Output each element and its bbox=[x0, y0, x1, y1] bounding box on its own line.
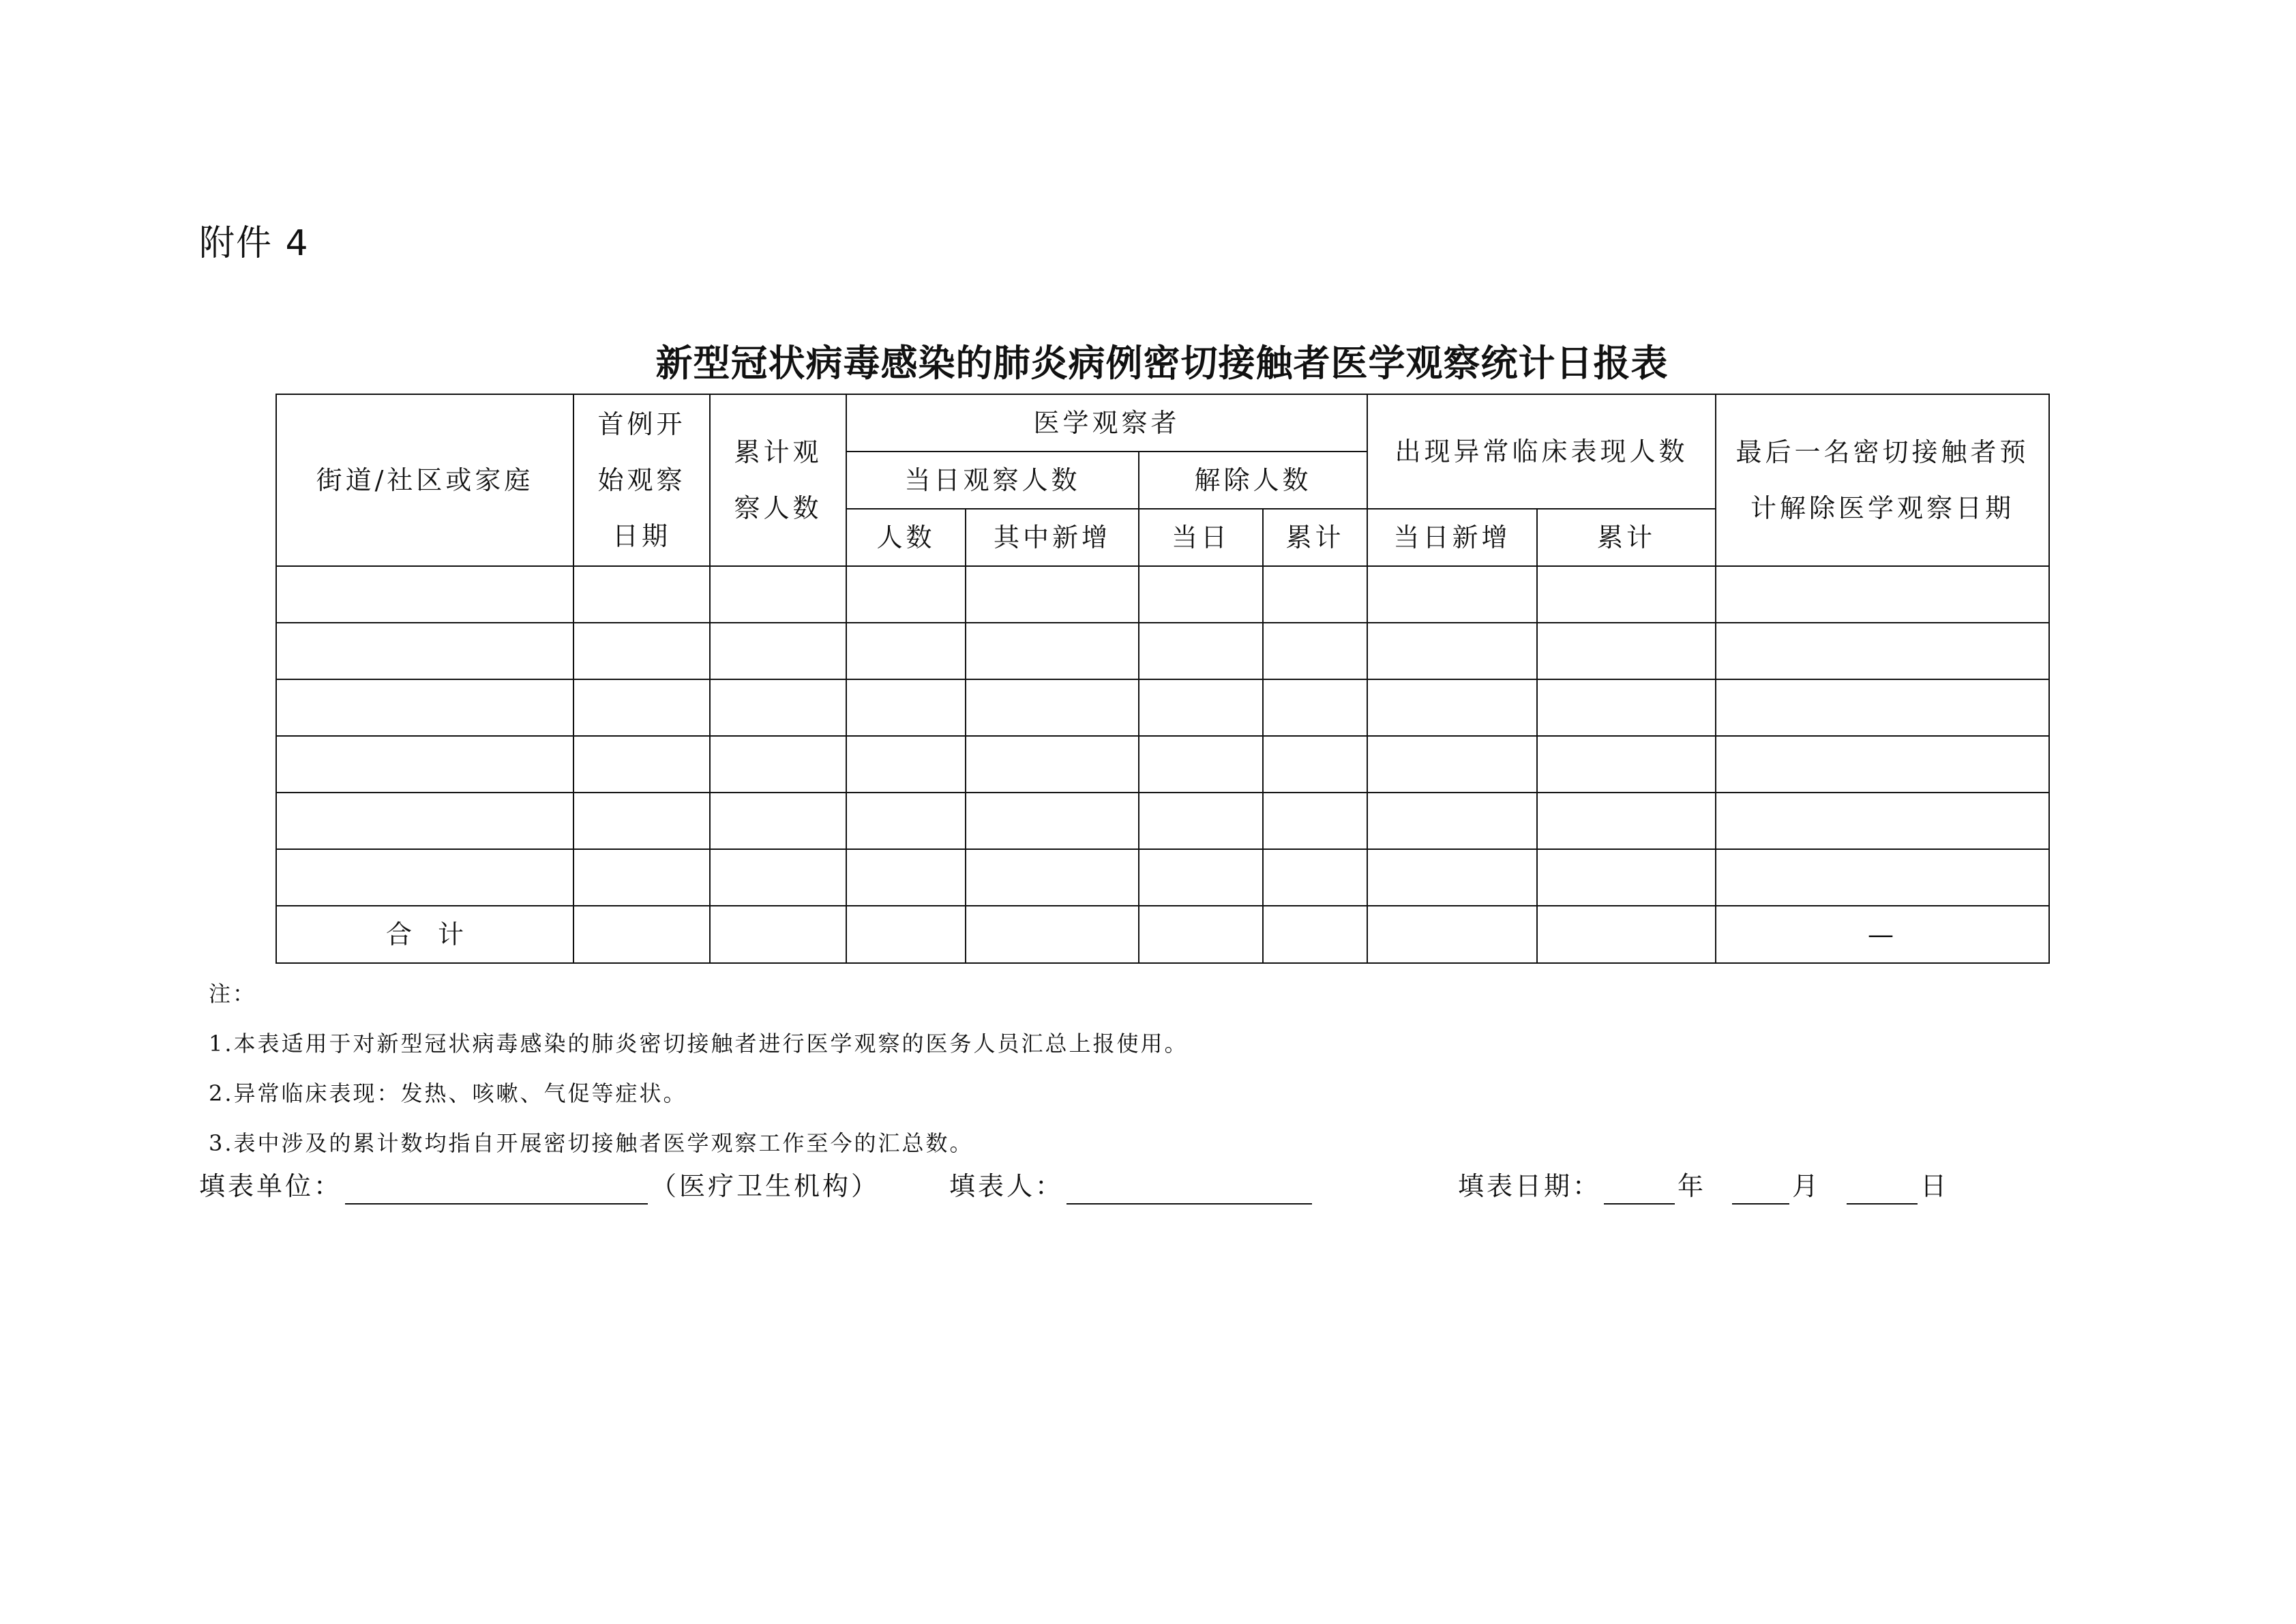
table-cell[interactable] bbox=[710, 623, 846, 679]
table-cell[interactable] bbox=[1537, 566, 1716, 623]
document-title: 新型冠状病毒感染的肺炎病例密切接触者医学观察统计日报表 bbox=[655, 342, 1669, 385]
header-cumulative: 累计 bbox=[1263, 509, 1367, 566]
header-cumulative-observed: 累计观察人数 bbox=[710, 394, 846, 566]
attachment-label: 附件 4 bbox=[199, 223, 310, 264]
table-cell[interactable] bbox=[276, 736, 573, 793]
filling-unit-suffix: （医疗卫生机构） bbox=[651, 1171, 880, 1201]
table-cell[interactable] bbox=[710, 736, 846, 793]
table-cell[interactable] bbox=[573, 736, 710, 793]
table-cell[interactable] bbox=[1367, 623, 1537, 679]
table-cell[interactable] bbox=[846, 679, 966, 736]
year-blank[interactable] bbox=[1604, 1173, 1675, 1205]
header-abnormal-daily-new: 当日新增 bbox=[1367, 509, 1537, 566]
table-cell[interactable] bbox=[1139, 793, 1263, 849]
day-blank[interactable] bbox=[1847, 1173, 1918, 1205]
filling-unit-blank[interactable] bbox=[345, 1173, 648, 1205]
table-cell[interactable] bbox=[1263, 736, 1367, 793]
table-cell[interactable] bbox=[573, 849, 710, 906]
table-cell[interactable] bbox=[846, 793, 966, 849]
fill-date-label: 填表日期： bbox=[1458, 1171, 1602, 1201]
table-row bbox=[276, 736, 2049, 793]
table-cell[interactable] bbox=[1716, 793, 2049, 849]
table-cell[interactable] bbox=[1716, 849, 2049, 906]
table-cell[interactable] bbox=[1263, 849, 1367, 906]
table-cell[interactable] bbox=[276, 849, 573, 906]
header-abnormal-cumulative: 累计 bbox=[1537, 509, 1716, 566]
table-cell[interactable] bbox=[1367, 793, 1537, 849]
table-cell[interactable] bbox=[710, 793, 846, 849]
table-cell[interactable] bbox=[1716, 736, 2049, 793]
table-cell[interactable] bbox=[846, 623, 966, 679]
table-cell[interactable] bbox=[1537, 906, 1716, 963]
table-cell[interactable] bbox=[966, 679, 1139, 736]
table-cell[interactable] bbox=[966, 623, 1139, 679]
table-cell[interactable] bbox=[1537, 793, 1716, 849]
table-cell[interactable] bbox=[1537, 679, 1716, 736]
table-cell[interactable] bbox=[966, 793, 1139, 849]
note-item-1: 1.本表适用于对新型冠状病毒感染的肺炎密切接触者进行医学观察的医务人员汇总上报使用。 bbox=[209, 1031, 1189, 1057]
header-released: 解除人数 bbox=[1139, 452, 1367, 509]
table-cell[interactable] bbox=[846, 566, 966, 623]
table-row bbox=[276, 679, 2049, 736]
table-cell[interactable] bbox=[846, 906, 966, 963]
filling-unit-group bbox=[199, 1168, 880, 1205]
table-cell[interactable] bbox=[1139, 566, 1263, 623]
table-cell[interactable] bbox=[573, 679, 710, 736]
table-row bbox=[276, 793, 2049, 849]
year-label: 年 bbox=[1678, 1171, 1707, 1201]
table-cell[interactable] bbox=[1716, 623, 2049, 679]
filler-group bbox=[949, 1168, 1315, 1205]
table-cell[interactable] bbox=[276, 566, 573, 623]
table-cell[interactable] bbox=[1263, 566, 1367, 623]
table-cell[interactable] bbox=[276, 623, 573, 679]
header-of-which-new: 其中新增 bbox=[966, 509, 1139, 566]
table-cell[interactable] bbox=[1139, 623, 1263, 679]
total-row bbox=[276, 906, 2049, 963]
table-cell[interactable] bbox=[1716, 679, 2049, 736]
table-cell[interactable] bbox=[1263, 906, 1367, 963]
table-cell[interactable] bbox=[966, 849, 1139, 906]
month-label: 月 bbox=[1792, 1171, 1821, 1201]
table-cell[interactable] bbox=[276, 793, 573, 849]
table-cell[interactable] bbox=[966, 566, 1139, 623]
total-last-cell: — bbox=[1716, 906, 2049, 963]
total-label: 合 计 bbox=[276, 906, 573, 963]
filler-label: 填表人： bbox=[949, 1171, 1064, 1201]
header-medical-observers: 医学观察者 bbox=[846, 394, 1367, 452]
header-last-release-date: 最后一名密切接触者预计解除医学观察日期 bbox=[1716, 394, 2049, 566]
table-cell[interactable] bbox=[1263, 679, 1367, 736]
table-cell[interactable] bbox=[966, 906, 1139, 963]
header-street: 街道/社区或家庭 bbox=[276, 394, 573, 566]
table-cell[interactable] bbox=[573, 906, 710, 963]
table-cell[interactable] bbox=[846, 736, 966, 793]
table-cell[interactable] bbox=[710, 906, 846, 963]
table-cell[interactable] bbox=[276, 679, 573, 736]
filler-blank[interactable] bbox=[1067, 1173, 1312, 1205]
note-item-2: 2.异常临床表现：发热、咳嗽、气促等症状。 bbox=[209, 1080, 687, 1106]
table-cell[interactable] bbox=[1367, 906, 1537, 963]
header-count: 人数 bbox=[846, 509, 966, 566]
table-cell[interactable] bbox=[1139, 849, 1263, 906]
day-label: 日 bbox=[1920, 1171, 1950, 1201]
table-cell[interactable] bbox=[1367, 566, 1537, 623]
table-cell[interactable] bbox=[1263, 623, 1367, 679]
note-item-3: 3.表中涉及的累计数均指自开展密切接触者医学观察工作至今的汇总数。 bbox=[209, 1130, 974, 1156]
observation-statistics-table bbox=[275, 394, 2050, 964]
table-cell[interactable] bbox=[1716, 566, 2049, 623]
table-cell[interactable] bbox=[1367, 736, 1537, 793]
notes-label: 注： bbox=[209, 981, 257, 1007]
table-row bbox=[276, 566, 2049, 623]
table-cell[interactable] bbox=[1263, 793, 1367, 849]
table-cell[interactable] bbox=[710, 849, 846, 906]
table-cell[interactable] bbox=[966, 736, 1139, 793]
table-cell[interactable] bbox=[1367, 679, 1537, 736]
notes-section bbox=[209, 974, 1189, 1173]
filling-unit-label: 填表单位： bbox=[199, 1171, 343, 1201]
header-row-1 bbox=[276, 394, 2049, 452]
fill-date-group bbox=[1458, 1168, 1949, 1205]
month-blank[interactable] bbox=[1732, 1173, 1789, 1205]
table-cell[interactable] bbox=[573, 566, 710, 623]
header-abnormal-symptoms: 出现异常临床表现人数 bbox=[1367, 394, 1716, 509]
table-cell[interactable] bbox=[1537, 623, 1716, 679]
table-cell[interactable] bbox=[1537, 849, 1716, 906]
header-same-day: 当日 bbox=[1139, 509, 1263, 566]
table-cell[interactable] bbox=[1139, 906, 1263, 963]
table-cell[interactable] bbox=[1139, 679, 1263, 736]
table-cell[interactable] bbox=[1139, 736, 1263, 793]
table-row bbox=[276, 623, 2049, 679]
table-cell[interactable] bbox=[1537, 736, 1716, 793]
table-cell[interactable] bbox=[573, 793, 710, 849]
table-cell[interactable] bbox=[710, 566, 846, 623]
table-cell[interactable] bbox=[846, 849, 966, 906]
table-row bbox=[276, 849, 2049, 906]
table-cell[interactable] bbox=[710, 679, 846, 736]
header-daily-observed: 当日观察人数 bbox=[846, 452, 1139, 509]
table-cell[interactable] bbox=[1367, 849, 1537, 906]
header-first-observe-date: 首例开始观察日期 bbox=[573, 394, 710, 566]
table-cell[interactable] bbox=[573, 623, 710, 679]
